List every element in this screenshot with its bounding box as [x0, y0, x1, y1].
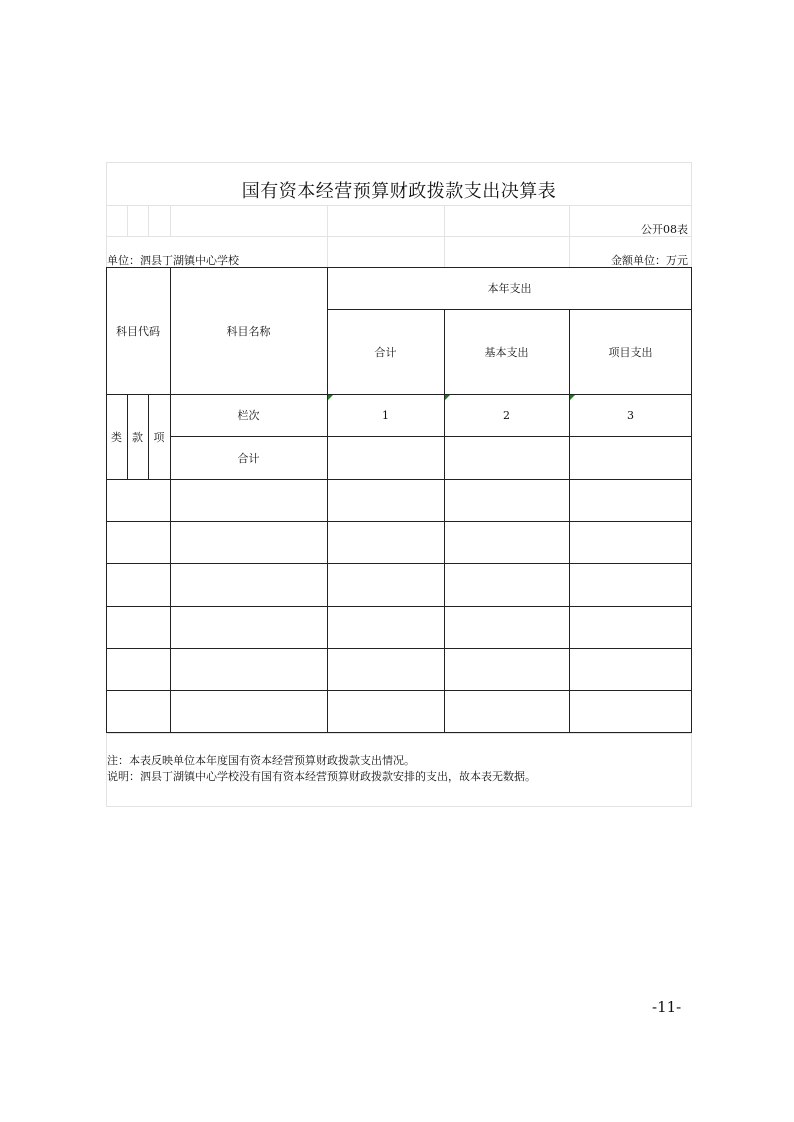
table-border: [106, 648, 692, 649]
grid-line: [106, 236, 692, 237]
cell-comment-marker: [570, 395, 575, 400]
header-subject-name: 科目名称: [226, 324, 271, 338]
table-explanation: 说明：泗县丁湖镇中心学校没有国有资本经营预算财政拨款安排的支出，故本表无数据。: [107, 770, 536, 783]
table-border: [106, 690, 692, 691]
grid-line: [106, 806, 692, 807]
amount-unit: 金额单位：万元: [611, 254, 688, 267]
document-title: 国有资本经营预算财政拨款支出决算表: [241, 181, 557, 202]
table-border: [106, 606, 692, 607]
column-index-label: 栏次: [237, 409, 260, 422]
grid-line: [569, 205, 570, 267]
table-border: [106, 732, 692, 733]
page-number: -11-: [652, 998, 682, 1016]
header-current-year-expense: 本年支出: [487, 282, 532, 295]
header-item: 项: [153, 430, 165, 444]
grid-line: [148, 205, 149, 236]
header-basic-expense: 基本支出: [484, 345, 529, 359]
form-code: 公开08表: [641, 223, 688, 236]
grid-line: [327, 205, 328, 267]
column-number-1: 1: [382, 408, 389, 422]
table-border: [106, 479, 692, 480]
table-border: [106, 521, 692, 522]
header-subject-code: 科目代码: [116, 324, 160, 338]
column-number-3: 3: [627, 408, 634, 422]
table-border: [106, 563, 692, 564]
grid-line: [106, 162, 692, 163]
cell-comment-marker: [328, 395, 333, 400]
spreadsheet-sheet: [106, 162, 692, 807]
header-section: 款: [132, 430, 143, 444]
grid-line: [444, 205, 445, 267]
grid-line: [106, 733, 692, 734]
total-row-label: 合计: [237, 451, 260, 465]
cell-comment-marker: [445, 395, 450, 400]
grid-line: [106, 205, 692, 206]
grid-line: [170, 205, 171, 236]
grid-line: [127, 205, 128, 236]
table-note: 注：本表反映单位本年度国有资本经营预算财政拨款支出情况。: [107, 754, 415, 767]
unit-label: 单位：泗县丁湖镇中心学校: [107, 254, 239, 267]
column-number-2: 2: [503, 408, 510, 422]
header-category: 类: [111, 430, 122, 444]
header-project-expense: 项目支出: [608, 345, 653, 359]
header-total: 合计: [374, 345, 397, 359]
